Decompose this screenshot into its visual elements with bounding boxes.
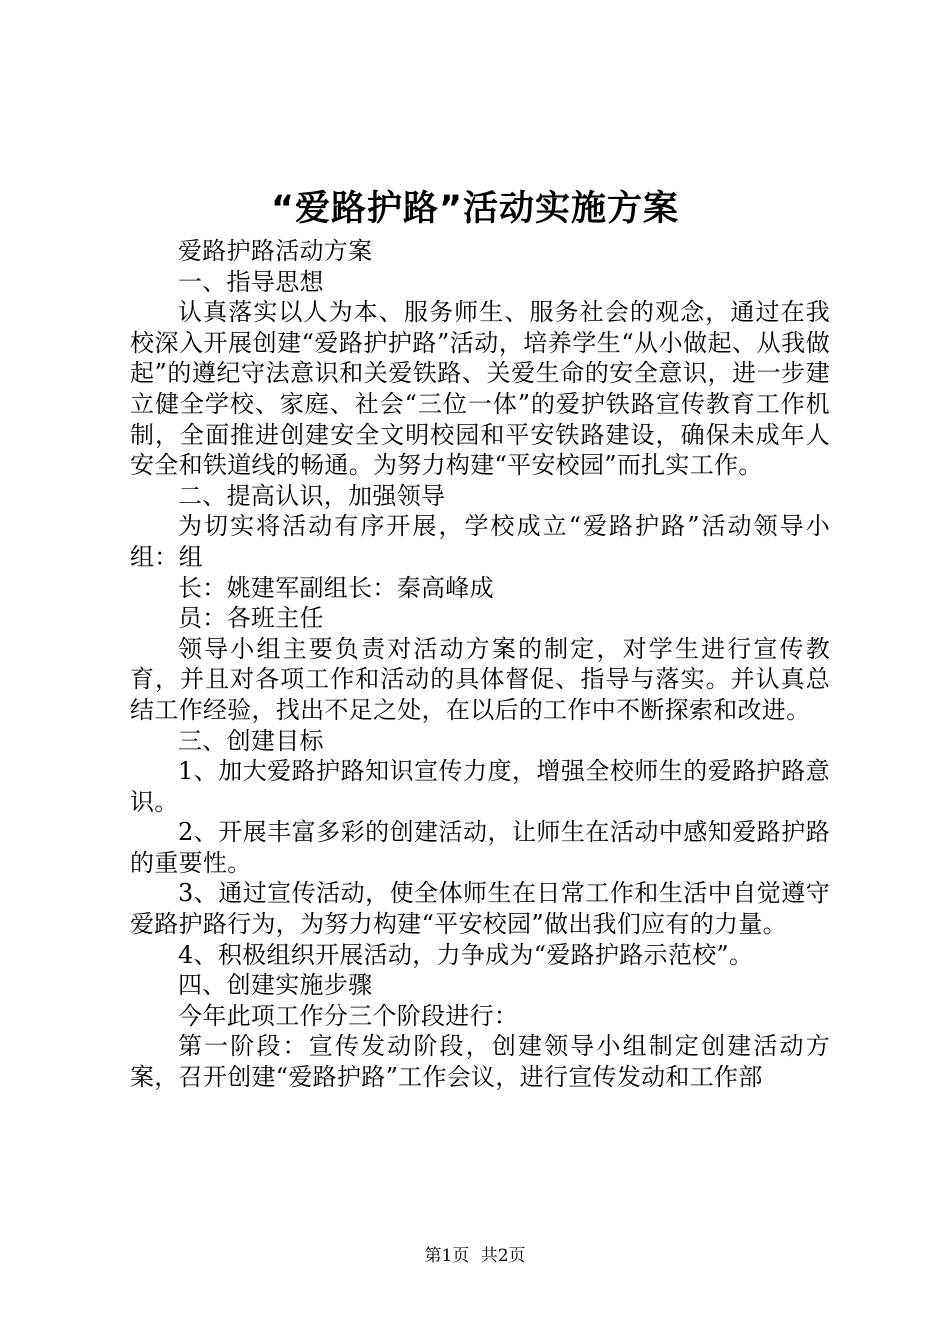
goal-item-4: 4、积极组织开展活动，力争成为“爱路护路示范校”。 [178, 940, 754, 969]
paragraph: 今年此项工作分三个阶段进行： [178, 1001, 519, 1030]
paragraph: 为切实将活动有序开展，学校成立“爱路护路”活动领导小组：组 [130, 512, 830, 571]
paragraph: 第一阶段：宣传发动阶段，创建领导小组制定创建活动方案，召开创建“爱路护路”工作会议，进行宣传发动和工作部 [130, 1032, 830, 1092]
paragraph: 认真落实以人为本、服务师生、服务社会的观念，通过在我校深入开展创建“爱路护护路”活动，培养学生“从小做起、从我做起”的遵纪守法意识和关爱铁路、关爱生命的安全意识，进一步建立健全学校、家庭、社会“三位一体”的爱护铁路宣传教育工作机制，全面推进创建安全文明校园和平安铁路建设，确保未成年人安全和铁道线的畅通。为努力构建“平安校园”而扎实工作。 [130, 298, 830, 480]
document-body [130, 236, 830, 1093]
document-title: “爱路护路”活动实施方案 [270, 189, 679, 229]
paragraph: 领导小组主要负责对活动方案的制定，对学生进行宣传教育，并且对各项工作和活动的具体督促、指导与落实。并认真总结工作经验，找出不足之处，在以后的工作中不断探索和改进。 [130, 634, 830, 724]
paragraph: 员：各班主任 [178, 604, 324, 633]
page-total: 共2页 [480, 1246, 526, 1266]
section-heading-1: 一、指导思想 [178, 267, 324, 296]
section-heading-4: 四、创建实施步骤 [178, 971, 373, 1000]
section-heading-3: 三、创建目标 [178, 726, 324, 755]
goal-item-3: 3、通过宣传活动，使全体师生在日常工作和生活中自觉遵守爱路护路行为，为努力构建“平安校园”做出我们应有的力量。 [130, 879, 830, 939]
page-footer [0, 1244, 950, 1268]
paragraph: 长：姚建军副组长：秦高峰成 [178, 573, 494, 602]
goal-item-1: 1、加大爱路护路知识宣传力度，增强全校师生的爱路护路意识。 [130, 757, 830, 816]
page-number: 第1页 [424, 1246, 470, 1266]
goal-item-2: 2、开展丰富多彩的创建活动，让师生在活动中感知爱路护路的重要性。 [130, 818, 830, 877]
section-heading-2: 二、提高认识，加强领导 [178, 481, 446, 510]
paragraph-subtitle: 爱路护路活动方案 [178, 237, 373, 265]
